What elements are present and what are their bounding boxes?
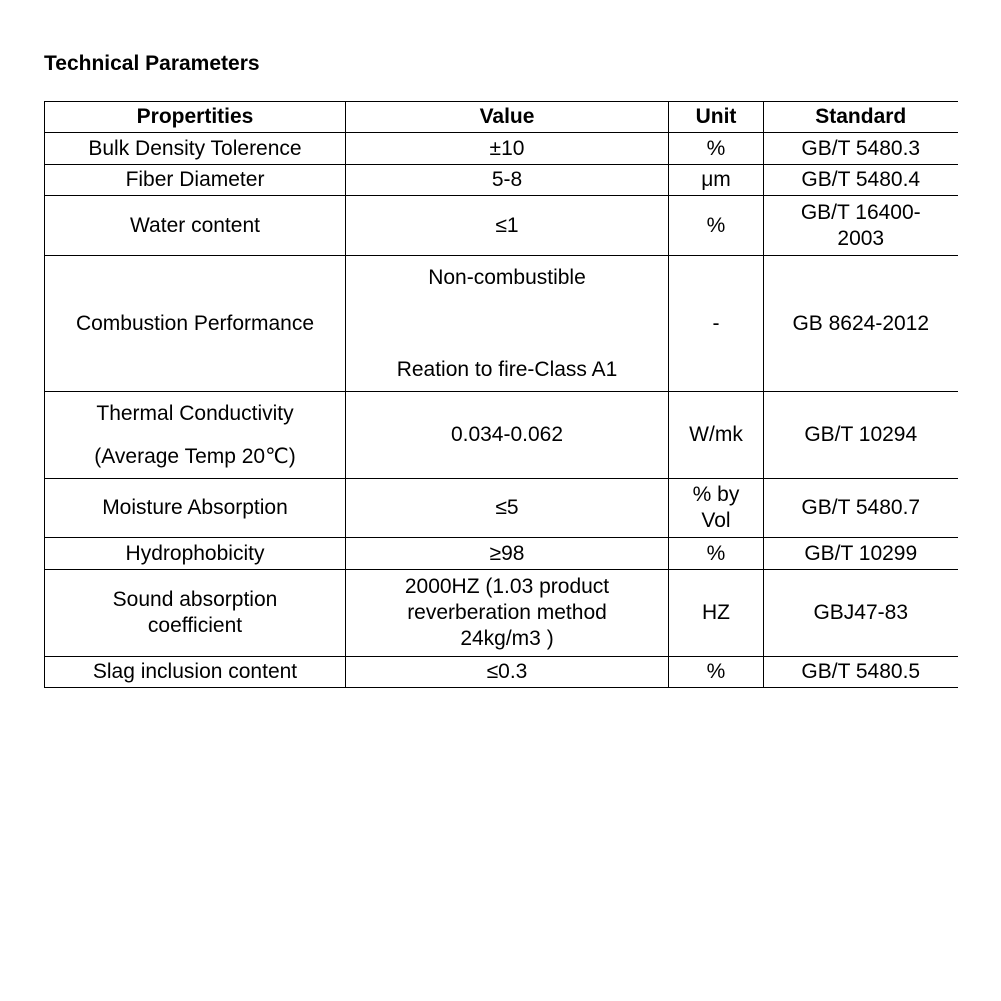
header-standard: Standard	[764, 102, 958, 133]
cell-value: ≤5	[346, 479, 669, 538]
cell-standard: GB/T 5480.7	[764, 479, 958, 538]
cell-unit: -	[669, 256, 764, 392]
header-property: Propertities	[45, 102, 346, 133]
cell-property: Bulk Density Tolerence	[45, 133, 346, 165]
cell-value: ≥98	[346, 538, 669, 570]
cell-value: 0.034-0.062	[346, 392, 669, 479]
cell-property: Moisture Absorption	[45, 479, 346, 538]
cell-unit: %	[669, 538, 764, 570]
cell-unit: W/mk	[669, 392, 764, 479]
table-row	[45, 196, 958, 256]
cell-property: Slag inclusion content	[45, 657, 346, 688]
cell-standard: GB/T 5480.3	[764, 133, 958, 165]
value-line-1: Non-combustible	[428, 265, 586, 289]
cell-unit: % by Vol	[669, 479, 764, 538]
header-unit: Unit	[669, 102, 764, 133]
table-row	[45, 133, 958, 165]
table-row	[45, 165, 958, 196]
table-row	[45, 479, 958, 538]
table-row	[45, 570, 958, 657]
cell-value: 5-8	[346, 165, 669, 196]
property-line-1: Thermal Conductivity	[96, 402, 294, 425]
cell-standard: GB/T 5480.4	[764, 165, 958, 196]
cell-unit: %	[669, 196, 764, 256]
cell-standard: GBJ47-83	[764, 570, 958, 657]
cell-standard: GB/T 10299	[764, 538, 958, 570]
cell-value: ±10	[346, 133, 669, 165]
table-row	[45, 256, 958, 392]
cell-property	[45, 392, 346, 479]
cell-standard: GB/T 10294	[764, 392, 958, 479]
cell-value: ≤0.3	[346, 657, 669, 688]
table-row	[45, 538, 958, 570]
cell-value	[346, 256, 669, 392]
cell-standard: GB 8624-2012	[764, 256, 958, 392]
page-title: Technical Parameters	[44, 52, 260, 75]
table-row	[45, 392, 958, 479]
cell-property: Hydrophobicity	[45, 538, 346, 570]
table-row	[45, 657, 958, 688]
cell-unit: HZ	[669, 570, 764, 657]
cell-unit: μm	[669, 165, 764, 196]
cell-standard: GB/T 5480.5	[764, 657, 958, 688]
table-header-row	[45, 102, 958, 133]
cell-value: ≤1	[346, 196, 669, 256]
property-line-2: (Average Temp 20℃)	[94, 445, 296, 468]
cell-unit: %	[669, 657, 764, 688]
cell-property: Fiber Diameter	[45, 165, 346, 196]
cell-property: Sound absorption coefficient	[45, 570, 346, 657]
cell-property: Combustion Performance	[45, 256, 346, 392]
cell-unit: %	[669, 133, 764, 165]
value-line-2: Reation to fire-Class A1	[396, 357, 618, 381]
cell-property: Water content	[45, 196, 346, 256]
technical-parameters-table	[44, 101, 958, 688]
header-value: Value	[346, 102, 669, 133]
cell-standard: GB/T 16400- 2003	[764, 196, 958, 256]
cell-value: 2000HZ (1.03 product reverberation method 24kg/m3 )	[346, 570, 669, 657]
